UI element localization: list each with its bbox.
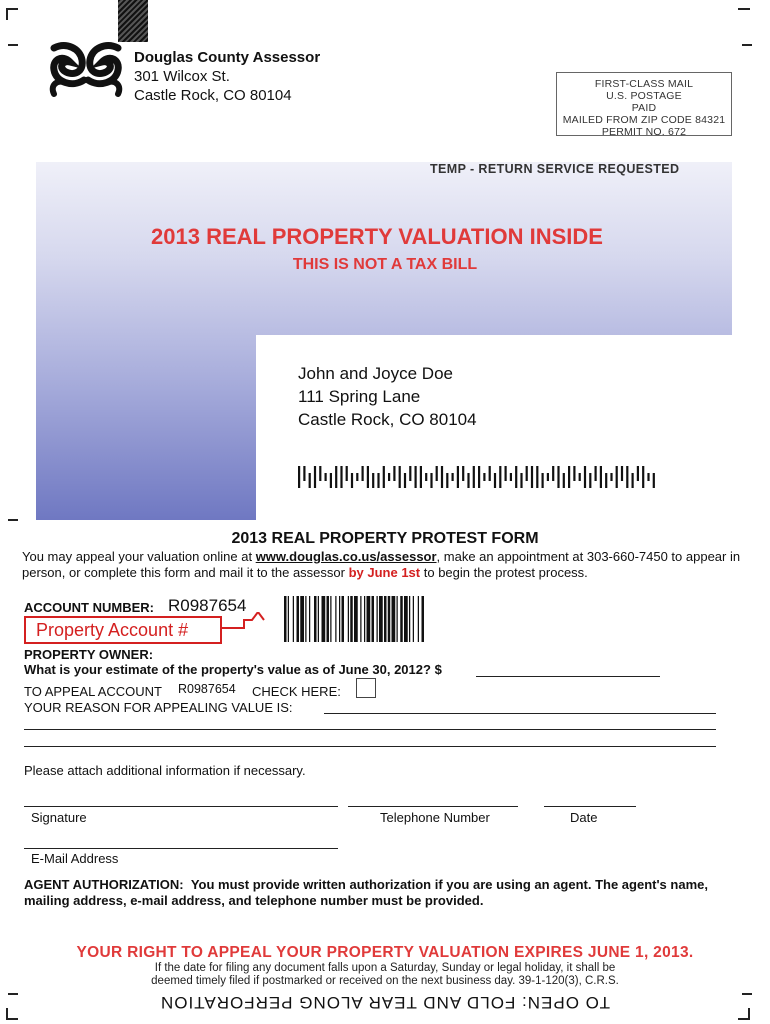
barcode-bar [584, 466, 586, 488]
email-label: E-Mail Address [31, 851, 119, 866]
fold-instructions: TO OPEN: FOLD AND TEAR ALONG PERFORATION [160, 993, 610, 1012]
barcode-bar [383, 466, 385, 488]
crop-mark [742, 44, 752, 46]
barcode-bar [446, 473, 448, 488]
form-intro [22, 549, 742, 581]
signature-label: Signature [31, 810, 87, 825]
barcode-bar [393, 466, 395, 481]
barcode-bar [505, 466, 507, 481]
barcode-bar [418, 596, 419, 642]
reason-input-line[interactable] [24, 716, 716, 730]
barcode-bar [342, 596, 345, 642]
barcode-bar [557, 466, 559, 488]
crop-mark [8, 519, 18, 521]
barcode-bar [642, 466, 644, 488]
postage-line: U.S. POSTAGE [606, 90, 682, 102]
appeal-account-row [24, 684, 162, 699]
appeal-account-number: R0987654 [178, 682, 236, 696]
barcode-bar [314, 596, 317, 642]
barcode-bar [364, 596, 365, 642]
barcode-bar [400, 596, 403, 642]
reason-input-line[interactable] [24, 733, 716, 747]
barcode-bar [653, 473, 655, 488]
assessor-website-link[interactable]: www.douglas.co.us/assessor [255, 549, 437, 564]
sender-address [134, 48, 320, 105]
barcode-bar [330, 473, 332, 488]
account-number-value: R0987654 [168, 596, 247, 615]
postage-indicia [556, 72, 732, 136]
postage-line: PAID [631, 102, 657, 114]
barcode-bar [384, 596, 387, 642]
barcode-bar [605, 473, 607, 488]
barcode-bar [441, 466, 443, 488]
barcode-bar [303, 466, 305, 481]
barcode-bar [372, 596, 375, 642]
barcode-bar [367, 596, 371, 642]
barcode-bar [413, 596, 414, 642]
postage-line: FIRST-CLASS MAIL [594, 78, 694, 90]
not-tax-bill-notice [0, 256, 770, 274]
barcode-bar [510, 473, 512, 481]
barcode-bar [377, 596, 378, 642]
recipient-city: Castle Rock, CO 80104 [298, 410, 477, 429]
barcode-bar [452, 473, 454, 481]
telephone-label: Telephone Number [380, 810, 490, 825]
barcode-bar [346, 466, 348, 481]
postage-line: PERMIT NO. 672 [601, 126, 687, 138]
barcode-bar [404, 473, 406, 488]
barcode-bar [325, 473, 327, 481]
barcode-bar [388, 596, 391, 642]
barcode-bar [335, 596, 336, 642]
barcode-bar [340, 466, 342, 488]
callout-arrow-icon [222, 612, 266, 634]
filing-date-note [0, 962, 770, 988]
reason-input-line[interactable] [324, 700, 716, 714]
intro-text: , make an appointment at 303-660-7450 to appear in person, or complete this form and mail it to the assessor [22, 549, 741, 580]
sender-name: Douglas County Assessor [134, 49, 321, 66]
crop-mark [738, 8, 750, 10]
barcode-bar [616, 466, 618, 488]
valuation-headline [0, 224, 770, 250]
barcode-bar [536, 466, 538, 488]
agent-authorization-text: You must provide written authorization if you are using an agent. The agent's name, mailing address, e-mail address, and telephone number must be provided. [24, 877, 708, 908]
crop-mark [738, 1018, 750, 1020]
property-owner-label: PROPERTY OWNER: [24, 647, 154, 662]
barcode-bar [547, 473, 549, 481]
barcode-bar [478, 466, 480, 488]
filing-note-line: deemed timely filed if postmarked or received on the next business day. 39-1-120(3), C.R.S. [151, 975, 619, 987]
date-label: Date [570, 810, 598, 825]
barcode-bar [314, 466, 316, 488]
attach-note: Please attach additional information if necessary. [24, 763, 306, 778]
barcode-bar [327, 596, 330, 642]
barcode-bar [499, 466, 501, 488]
return-service-notice: TEMP - RETURN SERVICE REQUESTED [430, 162, 680, 176]
agent-authorization [24, 877, 734, 909]
filing-note-line: If the date for filing any document falls upon a Saturday, Sunday or legal holiday, it shall be [154, 962, 616, 974]
barcode-bar [494, 473, 496, 488]
valuation-headline-text: 2013 REAL PROPERTY VALUATION INSIDE [151, 224, 603, 249]
barcode-bar [515, 466, 517, 488]
barcode-bar [309, 596, 310, 642]
check-here-label: CHECK HERE: [252, 684, 341, 699]
crop-mark [6, 8, 8, 20]
barcode-bar [284, 596, 287, 642]
date-input[interactable] [544, 792, 636, 807]
barcode-bar [568, 466, 570, 488]
telephone-input[interactable] [348, 792, 518, 807]
registration-block [118, 0, 148, 42]
intro-text: to begin the protest process. [420, 565, 588, 580]
barcode-bar [467, 473, 469, 488]
barcode-bar [379, 596, 383, 642]
barcode-bar [483, 473, 485, 481]
barcode-bar [632, 473, 634, 488]
barcode-bar [356, 473, 358, 481]
barcode-bar [322, 596, 326, 642]
crop-mark [6, 1018, 18, 1020]
barcode-bar [422, 596, 425, 642]
barcode-bar [339, 596, 340, 642]
barcode-bar [309, 473, 311, 488]
barcode-bar [297, 596, 300, 642]
barcode-bar [415, 466, 417, 488]
barcode-bar [610, 473, 612, 481]
barcode-bar [348, 596, 349, 642]
barcode-bar [319, 466, 321, 481]
barcode-bar [589, 473, 591, 488]
barcode-bar [462, 466, 464, 481]
barcode-bar [526, 466, 528, 481]
barcode-bar [436, 466, 438, 481]
barcode-bar [542, 473, 544, 488]
agent-authorization-label: AGENT AUTHORIZATION: [24, 877, 184, 892]
barcode-bar [573, 466, 575, 481]
barcode-bar [579, 473, 581, 481]
barcode-bar [298, 466, 300, 488]
barcode-bar [350, 596, 353, 642]
postal-barcode [298, 466, 658, 488]
intro-deadline: by June 1st [348, 565, 421, 580]
barcode-bar [335, 466, 337, 488]
property-account-callout: Property Account # [24, 616, 222, 644]
currency-symbol: $ [434, 662, 442, 677]
barcode-bar [288, 596, 289, 642]
barcode-bar [531, 466, 533, 488]
barcode-bar [600, 466, 602, 488]
barcode-bar [489, 466, 491, 481]
barcode-bar [425, 473, 427, 481]
appeal-deadline-notice: YOUR RIGHT TO APPEAL YOUR PROPERTY VALUATION EXPIRES JUNE 1, 2013. [76, 944, 694, 961]
barcode-bar [360, 596, 361, 642]
postage-line: MAILED FROM ZIP CODE 84321 [562, 114, 726, 126]
barcode-bar [318, 596, 319, 642]
recipient-name: John and Joyce Doe [298, 364, 453, 383]
barcode-bar [595, 466, 597, 481]
barcode-bar [520, 473, 522, 488]
barcode-bar [399, 466, 401, 488]
not-tax-bill-text: THIS IS NOT A TAX BILL [292, 256, 478, 273]
barcode-bar [647, 473, 649, 481]
barcode-bar [420, 466, 422, 488]
barcode-bar [293, 596, 294, 642]
crop-mark [8, 44, 18, 46]
barcode-bar [367, 466, 369, 488]
barcode-bar [409, 596, 410, 642]
signature-input[interactable] [24, 792, 338, 807]
barcode-bar [392, 596, 396, 642]
barcode-bar [330, 596, 331, 642]
barcode-bar [372, 473, 374, 488]
barcode-bar [430, 473, 432, 488]
barcode-bar [409, 466, 411, 481]
intro-text: You may appeal your valuation online at [22, 549, 256, 564]
barcode-bar [351, 473, 353, 488]
county-logo [44, 42, 128, 100]
recipient-street: 111 Spring Lane [298, 387, 421, 406]
barcode-bar [377, 473, 379, 488]
barcode-bar [552, 466, 554, 481]
barcode-bar [362, 466, 364, 481]
barcode-bar [404, 596, 408, 642]
form-title: 2013 REAL PROPERTY PROTEST FORM [231, 530, 539, 547]
barcode-bar [300, 596, 304, 642]
barcode-bar [473, 466, 475, 488]
barcode-bar [457, 466, 459, 488]
account-number-label: ACCOUNT NUMBER: [24, 600, 154, 615]
recipient-address [298, 362, 477, 431]
barcode-bar [354, 596, 358, 642]
reason-label: YOUR REASON FOR APPEALING VALUE IS: [24, 700, 293, 715]
account-barcode [284, 596, 538, 642]
appeal-account-label: TO APPEAL ACCOUNT [24, 684, 162, 699]
barcode-bar [397, 596, 398, 642]
sender-city: Castle Rock, CO 80104 [134, 87, 292, 104]
barcode-bar [621, 466, 623, 481]
barcode-bar [637, 466, 639, 481]
barcode-bar [388, 473, 390, 481]
estimate-value-input[interactable] [476, 662, 660, 677]
barcode-bar [305, 596, 306, 642]
barcode-bar [563, 473, 565, 488]
email-input[interactable] [24, 834, 338, 849]
sender-street: 301 Wilcox St. [134, 68, 230, 85]
barcode-bar [626, 466, 628, 488]
estimate-question [24, 662, 442, 677]
appeal-checkbox[interactable] [356, 678, 376, 698]
estimate-question-text: What is your estimate of the property's value as of June 30, 2012? [24, 662, 431, 677]
